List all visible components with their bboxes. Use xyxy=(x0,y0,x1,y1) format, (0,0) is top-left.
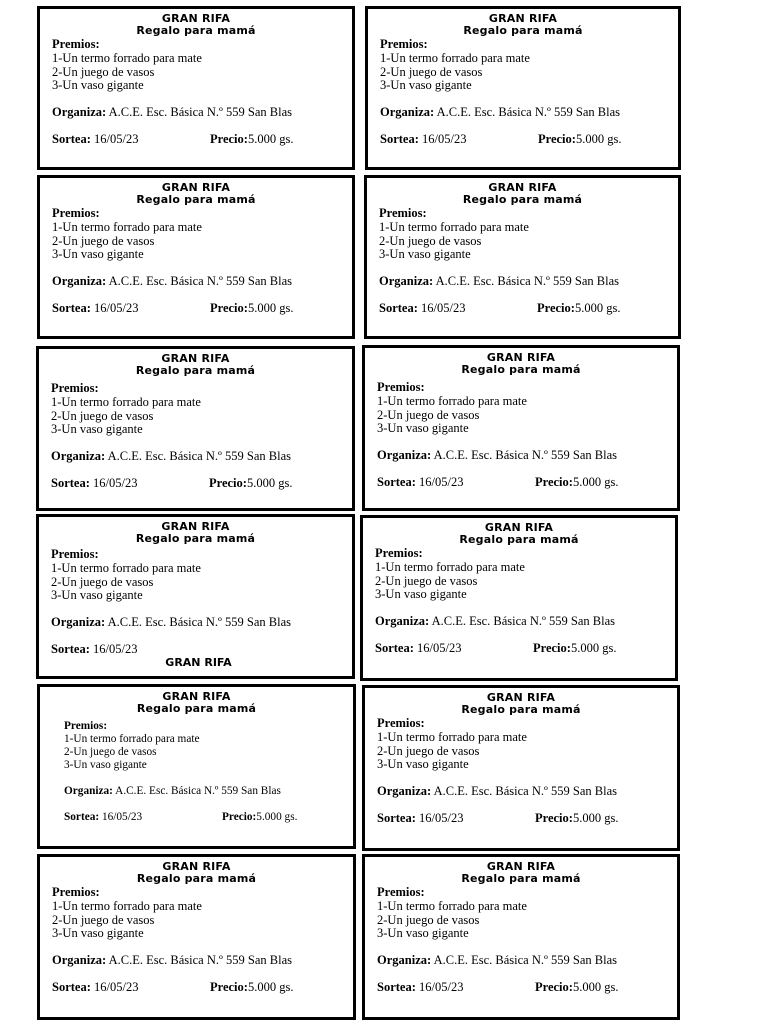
organizer-line xyxy=(379,275,672,289)
prize-1: 1-Un termo forrado para mate xyxy=(51,560,201,575)
prize-3: 3-Un vaso gigante xyxy=(375,587,467,602)
ticket-subtitle: Regalo para mamá xyxy=(135,364,256,377)
price-label: Precio: xyxy=(533,640,571,655)
prize-3: 3-Un vaso gigante xyxy=(64,759,147,771)
ticket-title: GRAN RIFA xyxy=(486,691,556,704)
organizer-value: A.C.E. Esc. Básica N.º 559 San Blas xyxy=(435,274,619,289)
prize-2: 2-Un juego de vasos xyxy=(379,233,482,248)
organizer-label: Organiza: xyxy=(64,785,113,797)
raffle-ticket-4 xyxy=(364,175,681,339)
raffle-ticket-7 xyxy=(36,514,355,679)
price-label: Precio: xyxy=(537,300,575,315)
organizer-value: A.C.E. Esc. Básica N.º 559 San Blas xyxy=(108,274,292,289)
price xyxy=(535,476,618,490)
ticket-footer xyxy=(377,476,671,490)
raffle-ticket-12 xyxy=(362,854,680,1020)
prize-3: 3-Un vaso gigante xyxy=(52,78,144,93)
organizer-value: A.C.E. Esc. Básica N.º 559 San Blas xyxy=(433,953,617,968)
prizes-heading: Premios: xyxy=(377,716,425,730)
raffle-ticket-5 xyxy=(36,346,355,511)
draw-date-label: Sortea: xyxy=(377,810,416,825)
prize-3: 3-Un vaso gigante xyxy=(52,926,144,941)
price-label: Precio: xyxy=(535,979,573,994)
draw-date-value: 16/05/23 xyxy=(417,640,462,655)
raffle-ticket-10 xyxy=(362,685,680,851)
price-label: Precio: xyxy=(222,811,257,823)
organizer-label: Organiza: xyxy=(380,105,435,120)
ticket-footer xyxy=(379,302,672,316)
ticket-footer xyxy=(51,477,346,491)
price xyxy=(535,981,618,995)
draw-date-value: 16/05/23 xyxy=(94,300,139,315)
ticket-title: GRAN RIFA xyxy=(488,12,558,25)
organizer-label: Organiza: xyxy=(52,274,107,289)
ticket-title: GRAN RIFA xyxy=(162,690,231,703)
organizer-label: Organiza: xyxy=(51,615,106,630)
ticket-title: GRAN RIFA xyxy=(486,351,556,364)
prize-1: 1-Un termo forrado para mate xyxy=(377,393,527,408)
prizes-heading: Premios: xyxy=(52,37,100,51)
organizer-value: A.C.E. Esc. Básica N.º 559 San Blas xyxy=(115,785,281,797)
ticket-subtitle: Regalo para mamá xyxy=(136,872,257,885)
organizer-line xyxy=(52,954,347,968)
draw-date-label: Sortea: xyxy=(380,131,419,146)
prize-2: 2-Un juego de vasos xyxy=(375,573,478,588)
ticket-body xyxy=(52,886,347,995)
ticket-footer xyxy=(375,642,669,656)
prize-3: 3-Un vaso gigante xyxy=(380,78,472,93)
footer-title: GRAN RIFA xyxy=(165,655,232,669)
organizer-label: Organiza: xyxy=(377,448,432,463)
prize-1: 1-Un termo forrado para mate xyxy=(379,219,529,234)
draw-date-label: Sortea: xyxy=(64,811,100,823)
draw-date-value: 16/05/23 xyxy=(422,131,467,146)
price-value: 5.000 gs. xyxy=(572,474,619,489)
prize-2: 2-Un juego de vasos xyxy=(51,574,154,589)
prize-1: 1-Un termo forrado para mate xyxy=(52,219,202,234)
prizes-heading: Premios: xyxy=(52,885,100,899)
organizer-line xyxy=(377,785,671,799)
ticket-body xyxy=(379,207,672,316)
ticket-title: GRAN RIFA xyxy=(486,860,556,873)
organizer-label: Organiza: xyxy=(377,953,432,968)
ticket-subtitle: Regalo para mamá xyxy=(459,533,579,546)
prize-2: 2-Un juego de vasos xyxy=(377,407,480,422)
ticket-title: GRAN RIFA xyxy=(161,352,230,365)
ticket-body xyxy=(377,886,671,995)
prize-1: 1-Un termo forrado para mate xyxy=(377,729,527,744)
organizer-line xyxy=(51,616,346,630)
price-value: 5.000 gs. xyxy=(572,979,619,994)
price-label: Precio: xyxy=(210,979,248,994)
organizer-value: A.C.E. Esc. Básica N.º 559 San Blas xyxy=(436,105,620,120)
prize-1: 1-Un termo forrado para mate xyxy=(375,559,525,574)
ticket-body xyxy=(51,382,346,491)
price xyxy=(209,477,292,491)
price-value: 5.000 gs. xyxy=(247,979,294,994)
organizer-label: Organiza: xyxy=(51,449,106,464)
prize-2: 2-Un juego de vasos xyxy=(52,64,155,79)
draw-date xyxy=(377,476,463,490)
organizer-line xyxy=(64,785,347,798)
draw-date-label: Sortea: xyxy=(52,131,91,146)
draw-date-value: 16/05/23 xyxy=(93,641,138,656)
draw-date-label: Sortea: xyxy=(379,300,418,315)
organizer-value: A.C.E. Esc. Básica N.º 559 San Blas xyxy=(431,614,615,629)
prizes-heading: Premios: xyxy=(51,547,99,561)
prize-1: 1-Un termo forrado para mate xyxy=(64,733,200,745)
prizes-heading: Premios: xyxy=(375,546,423,560)
price-value: 5.000 gs. xyxy=(246,475,293,490)
raffle-ticket-11 xyxy=(37,854,356,1020)
price-label: Precio: xyxy=(210,131,248,146)
ticket-subtitle: Regalo para mamá xyxy=(136,193,256,206)
ticket-subtitle: Regalo para mamá xyxy=(462,193,583,206)
raffle-ticket-1 xyxy=(37,6,355,170)
organizer-label: Organiza: xyxy=(52,953,107,968)
organizer-line xyxy=(52,275,346,289)
prize-1: 1-Un termo forrado para mate xyxy=(380,50,530,65)
prizes-heading: Premios: xyxy=(377,885,425,899)
draw-date-label: Sortea: xyxy=(52,300,91,315)
ticket-footer xyxy=(380,133,672,147)
prize-1: 1-Un termo forrado para mate xyxy=(52,898,202,913)
price-value: 5.000 gs. xyxy=(575,131,622,146)
prize-2: 2-Un juego de vasos xyxy=(52,912,155,927)
ticket-footer xyxy=(52,981,347,995)
ticket-subtitle: Regalo para mamá xyxy=(136,702,257,715)
organizer-line xyxy=(375,615,669,629)
price xyxy=(535,812,618,826)
organizer-line xyxy=(52,106,346,120)
raffle-ticket-3 xyxy=(37,175,355,339)
draw-date xyxy=(379,302,465,316)
draw-date-value: 16/05/23 xyxy=(421,300,466,315)
organizer-value: A.C.E. Esc. Básica N.º 559 San Blas xyxy=(433,448,617,463)
raffle-ticket-6 xyxy=(362,345,680,511)
organizer-line xyxy=(380,106,672,120)
organizer-value: A.C.E. Esc. Básica N.º 559 San Blas xyxy=(108,953,292,968)
organizer-value: A.C.E. Esc. Básica N.º 559 San Blas xyxy=(107,615,291,630)
ticket-title: GRAN RIFA xyxy=(161,181,231,194)
price xyxy=(537,302,620,316)
draw-date-value: 16/05/23 xyxy=(419,810,464,825)
ticket-subtitle: Regalo para mamá xyxy=(461,872,581,885)
prizes-heading: Premios: xyxy=(377,380,425,394)
prize-3: 3-Un vaso gigante xyxy=(52,247,144,262)
draw-date xyxy=(375,642,461,656)
draw-date-value: 16/05/23 xyxy=(94,979,139,994)
prizes-heading: Premios: xyxy=(64,720,108,732)
ticket-body xyxy=(377,717,671,826)
prizes-heading: Premios: xyxy=(380,37,428,51)
draw-date-value: 16/05/23 xyxy=(93,475,138,490)
price-label: Precio: xyxy=(210,300,248,315)
draw-date-label: Sortea: xyxy=(52,979,91,994)
draw-date xyxy=(52,981,138,995)
ticket-body xyxy=(51,547,346,669)
prizes-heading: Premios: xyxy=(51,381,99,395)
price-label: Precio: xyxy=(538,131,576,146)
ticket-body xyxy=(52,38,346,147)
ticket-body xyxy=(64,720,347,825)
prize-1: 1-Un termo forrado para mate xyxy=(52,50,202,65)
ticket-title: GRAN RIFA xyxy=(484,521,554,534)
draw-date xyxy=(64,811,142,824)
ticket-footer xyxy=(52,133,346,147)
price-label: Precio: xyxy=(535,474,573,489)
prizes-heading: Premios: xyxy=(379,206,427,220)
ticket-body xyxy=(52,207,346,316)
prize-2: 2-Un juego de vasos xyxy=(377,912,480,927)
price-value: 5.000 gs. xyxy=(256,811,298,823)
ticket-footer xyxy=(52,302,346,316)
prize-3: 3-Un vaso gigante xyxy=(51,422,143,437)
ticket-body xyxy=(377,381,671,490)
price xyxy=(210,133,293,147)
prize-1: 1-Un termo forrado para mate xyxy=(377,898,527,913)
draw-date-value: 16/05/23 xyxy=(419,474,464,489)
price xyxy=(210,981,293,995)
organizer-label: Organiza: xyxy=(52,105,107,120)
organizer-label: Organiza: xyxy=(379,274,434,289)
prize-3: 3-Un vaso gigante xyxy=(377,926,469,941)
draw-date-label: Sortea: xyxy=(51,641,90,656)
ticket-footer xyxy=(377,812,671,826)
draw-date xyxy=(51,643,137,657)
draw-date-value: 16/05/23 xyxy=(101,811,143,823)
ticket-subtitle: Regalo para mamá xyxy=(463,24,583,37)
price-label: Precio: xyxy=(209,475,247,490)
organizer-line xyxy=(377,954,671,968)
draw-date xyxy=(52,133,138,147)
prize-2: 2-Un juego de vasos xyxy=(52,233,155,248)
organizer-value: A.C.E. Esc. Básica N.º 559 San Blas xyxy=(107,449,291,464)
raffle-ticket-2 xyxy=(365,6,681,170)
prize-1: 1-Un termo forrado para mate xyxy=(51,394,201,409)
ticket-footer xyxy=(51,641,346,669)
prize-3: 3-Un vaso gigante xyxy=(377,421,469,436)
raffle-ticket-9 xyxy=(37,684,356,849)
price xyxy=(538,133,621,147)
draw-date-label: Sortea: xyxy=(51,475,90,490)
ticket-title: GRAN RIFA xyxy=(161,520,230,533)
price-value: 5.000 gs. xyxy=(247,300,294,315)
ticket-subtitle: Regalo para mamá xyxy=(136,24,256,37)
draw-date-value: 16/05/23 xyxy=(419,979,464,994)
organizer-label: Organiza: xyxy=(375,614,430,629)
draw-date xyxy=(52,302,138,316)
organizer-line xyxy=(51,450,346,464)
ticket-footer xyxy=(64,811,347,825)
raffle-ticket-8 xyxy=(360,515,678,681)
prize-2: 2-Un juego de vasos xyxy=(64,746,157,758)
ticket-subtitle: Regalo para mamá xyxy=(461,703,581,716)
draw-date xyxy=(377,981,463,995)
prize-2: 2-Un juego de vasos xyxy=(51,408,154,423)
organizer-value: A.C.E. Esc. Básica N.º 559 San Blas xyxy=(108,105,292,120)
prize-3: 3-Un vaso gigante xyxy=(379,247,471,262)
organizer-line xyxy=(377,449,671,463)
prize-2: 2-Un juego de vasos xyxy=(380,64,483,79)
draw-date-label: Sortea: xyxy=(375,640,414,655)
prize-2: 2-Un juego de vasos xyxy=(377,743,480,758)
price xyxy=(222,811,297,824)
price-value: 5.000 gs. xyxy=(570,640,617,655)
price-value: 5.000 gs. xyxy=(247,131,294,146)
price-value: 5.000 gs. xyxy=(572,810,619,825)
ticket-body xyxy=(375,547,669,656)
ticket-subtitle: Regalo para mamá xyxy=(461,363,581,376)
draw-date xyxy=(377,812,463,826)
draw-date xyxy=(380,133,466,147)
price-value: 5.000 gs. xyxy=(574,300,621,315)
ticket-title: GRAN RIFA xyxy=(488,181,557,194)
draw-date-label: Sortea: xyxy=(377,474,416,489)
organizer-label: Organiza: xyxy=(377,784,432,799)
organizer-value: A.C.E. Esc. Básica N.º 559 San Blas xyxy=(433,784,617,799)
prize-3: 3-Un vaso gigante xyxy=(51,588,143,603)
ticket-title: GRAN RIFA xyxy=(161,12,231,25)
draw-date-label: Sortea: xyxy=(377,979,416,994)
ticket-footer xyxy=(377,981,671,995)
draw-date xyxy=(51,477,137,491)
draw-date-value: 16/05/23 xyxy=(94,131,139,146)
ticket-title: GRAN RIFA xyxy=(162,860,231,873)
price-label: Precio: xyxy=(535,810,573,825)
prize-3: 3-Un vaso gigante xyxy=(377,757,469,772)
ticket-body xyxy=(380,38,672,147)
ticket-subtitle: Regalo para mamá xyxy=(135,532,256,545)
price xyxy=(533,642,616,656)
price xyxy=(210,302,293,316)
prizes-heading: Premios: xyxy=(52,206,100,220)
